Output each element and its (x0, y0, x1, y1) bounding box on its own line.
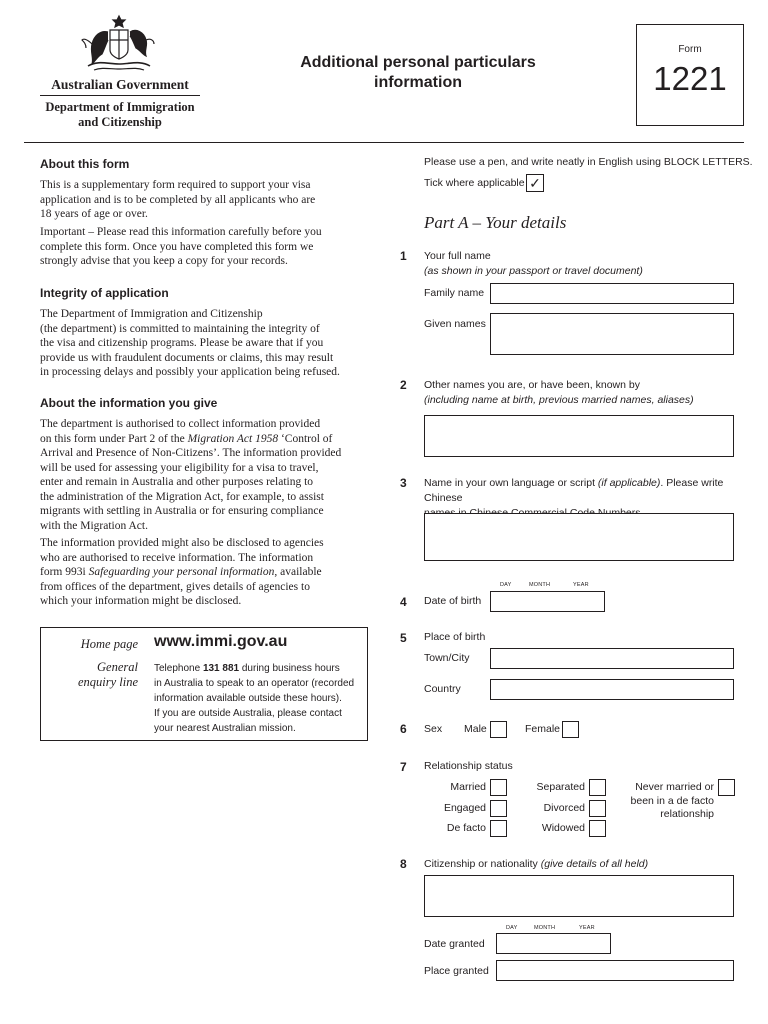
pen-instruction: Please use a pen, and write neatly in English using BLOCK LETTERS. (424, 156, 753, 168)
relationship-status-label: Relationship status (424, 760, 513, 772)
text-line: which your information might be disclosed. (40, 595, 242, 607)
separated-label: Separated (536, 781, 585, 793)
text-span: during business hours (239, 663, 340, 674)
telephone-number: 131 881 (202, 663, 240, 674)
text-line: The department is authorised to collect information provided (40, 418, 321, 430)
text-line: This is a supplementary form required to support your visa (40, 179, 311, 191)
hint-text: (as shown in your passport or travel document) (424, 265, 643, 277)
enquiry-line-text (154, 661, 364, 736)
label-line: General (97, 660, 138, 674)
text-line: 18 years of age or over. (40, 208, 148, 220)
text-line: If you are outside Australia, please contact (154, 708, 342, 719)
female-label: Female (525, 723, 561, 735)
text-line (40, 565, 370, 580)
text-line: The Department of Immigration and Citizenship (40, 308, 263, 320)
text-line (40, 432, 370, 447)
text-line: The information provided might also be disclosed to agencies (40, 537, 324, 549)
country-field[interactable] (490, 679, 734, 700)
header-divider (40, 95, 200, 96)
department-name (40, 100, 200, 130)
other-names-field[interactable] (424, 415, 734, 457)
form-label: Form (678, 44, 702, 55)
question-label: Your full name (424, 250, 491, 262)
question-number: 5 (400, 631, 407, 645)
question-label: Other names you are, or have been, known by (424, 379, 640, 391)
text-span: , available (274, 566, 322, 578)
text-line: provide us with fraudulent documents or claims, this may result (40, 351, 334, 364)
text-line: with the Migration Act. (40, 519, 148, 532)
date-granted-label: Date granted (424, 938, 485, 950)
coat-of-arms-icon (80, 14, 158, 76)
question-number: 3 (400, 476, 407, 490)
place-granted-label: Place granted (424, 965, 489, 977)
text-line (154, 661, 364, 676)
date-of-birth-field[interactable] (490, 591, 605, 612)
hint-text: (if applicable) (597, 477, 661, 489)
text-line: the visa and citizenship programs. Please be aware that if you (40, 337, 324, 349)
month-header: MONTH (529, 582, 551, 588)
question-2-text (424, 378, 744, 408)
male-checkbox[interactable] (490, 721, 507, 738)
family-name-field[interactable] (490, 283, 734, 304)
integrity-paragraph (40, 307, 370, 380)
place-granted-field[interactable] (496, 960, 734, 981)
male-label: Male (464, 723, 487, 735)
tick-instruction: Tick where applicable (424, 177, 525, 189)
question-label (424, 476, 744, 506)
publication-title: Safeguarding your personal information (88, 566, 275, 578)
text-line: will be used for assessing your eligibility for a visa to travel, (40, 461, 319, 474)
text-line: migrants with settling in Australia or for ensuring compliance (40, 505, 324, 517)
label-line: enquiry line (77, 675, 138, 689)
day-header: DAY (506, 925, 518, 931)
question-number: 7 (400, 760, 407, 774)
label-line: relationship (660, 808, 714, 820)
female-checkbox[interactable] (562, 721, 579, 738)
text-span: . Please write Chinese (424, 477, 724, 504)
day-header: DAY (500, 582, 512, 588)
text-line: in processing delays and possibly your application being refused. (40, 366, 340, 378)
month-header: MONTH (534, 925, 556, 931)
never-married-checkbox[interactable] (718, 779, 735, 796)
text-line: Important – Please read this information carefully before you (40, 226, 322, 238)
widowed-label: Widowed (541, 822, 585, 834)
question-number: 2 (400, 378, 407, 392)
government-name: Australian Government (51, 77, 189, 92)
question-hint (424, 393, 744, 408)
about-info-paragraph-1 (40, 417, 370, 533)
text-line: strongly advise that you keep a copy for your records. (40, 255, 288, 267)
home-page-label: Home page (80, 637, 138, 651)
tick-example-checkbox: ✓ (526, 174, 544, 192)
citizenship-field[interactable] (424, 875, 734, 917)
about-form-heading: About this form (40, 157, 130, 171)
text-line: enter and remain in Australia and other purposes relating to (40, 476, 314, 488)
text-line: application and is to be completed by all applicants who are (40, 193, 316, 206)
text-line: Arrival and Presence of Non-Citizens’. The information provided (40, 447, 342, 459)
about-form-paragraph-1 (40, 178, 370, 222)
text-span: on this form under Part 2 of the (40, 432, 188, 445)
country-label: Country (424, 683, 461, 695)
text-line: from offices of the department, gives details of agencies to (40, 580, 310, 593)
de-facto-label: De facto (446, 822, 486, 834)
text-line: (the department) is committed to maintaining the integrity of (40, 322, 320, 335)
department-line-1: Department of Immigration (45, 100, 195, 114)
town-city-field[interactable] (490, 648, 734, 669)
section-divider (24, 142, 744, 143)
label-line: Never married or (635, 781, 714, 793)
question-number: 1 (400, 249, 407, 263)
text-line: information available outside these hours). (154, 693, 342, 704)
text-span: Telephone (154, 663, 203, 674)
integrity-heading: Integrity of application (40, 286, 169, 300)
never-married-label (618, 781, 714, 822)
place-of-birth-label: Place of birth (424, 631, 486, 643)
engaged-label: Engaged (443, 802, 486, 814)
date-of-birth-label: Date of birth (424, 595, 482, 607)
label-line: been in a de facto (630, 794, 714, 807)
part-a-title: Part A – Your details (424, 213, 567, 232)
about-form-paragraph-2 (40, 225, 370, 269)
text-span: form 993i (40, 566, 89, 578)
divorced-checkbox[interactable] (589, 800, 606, 817)
year-header: YEAR (579, 925, 595, 931)
married-label: Married (450, 781, 486, 793)
text-span: Name in your own language or script (424, 477, 598, 489)
family-name-label: Family name (424, 287, 485, 299)
sex-label: Sex (424, 723, 443, 735)
text-line: the administration of the Migration Act, for example, to assist (40, 490, 324, 503)
question-number: 8 (400, 857, 407, 871)
hint-text: (including name at birth, previous married names, aliases) (424, 394, 694, 406)
question-number: 4 (400, 595, 407, 609)
text-line: who are authorised to receive information. The information (40, 551, 314, 564)
department-line-2: and Citizenship (78, 115, 162, 129)
divorced-label: Divorced (543, 802, 585, 814)
form-number: 1221 (653, 60, 727, 97)
year-header: YEAR (573, 582, 589, 588)
form-title-line-2: information (374, 74, 462, 91)
widowed-checkbox[interactable] (589, 820, 606, 837)
native-script-name-field[interactable] (424, 513, 734, 561)
text-line: complete this form. Once you have completed this form we (40, 240, 314, 253)
text-line: your nearest Australian mission. (154, 723, 296, 734)
separated-checkbox[interactable] (589, 779, 606, 796)
town-city-label: Town/City (424, 652, 470, 664)
about-info-paragraph-2 (40, 536, 370, 609)
question-hint (424, 264, 744, 279)
form-title-line-1: Additional personal particulars (300, 54, 536, 71)
question-label (424, 857, 744, 872)
text-span: ‘Control of (278, 432, 333, 445)
question-1-text (424, 249, 744, 279)
enquiry-line-label (48, 660, 138, 690)
text-line: in Australia to speak to an operator (recorded (154, 678, 355, 689)
given-names-field[interactable] (490, 313, 734, 355)
text-span: Citizenship or nationality (424, 858, 541, 870)
act-title: Migration Act 1958 (187, 432, 279, 445)
question-number: 6 (400, 722, 407, 736)
hint-text: (give details of all held) (540, 858, 649, 870)
form-title (270, 53, 566, 93)
home-page-link[interactable]: www.immi.gov.au (154, 633, 288, 650)
date-granted-field[interactable] (496, 933, 611, 954)
question-8-text (424, 857, 744, 872)
given-names-label: Given names (424, 318, 486, 330)
about-info-heading: About the information you give (40, 396, 218, 410)
